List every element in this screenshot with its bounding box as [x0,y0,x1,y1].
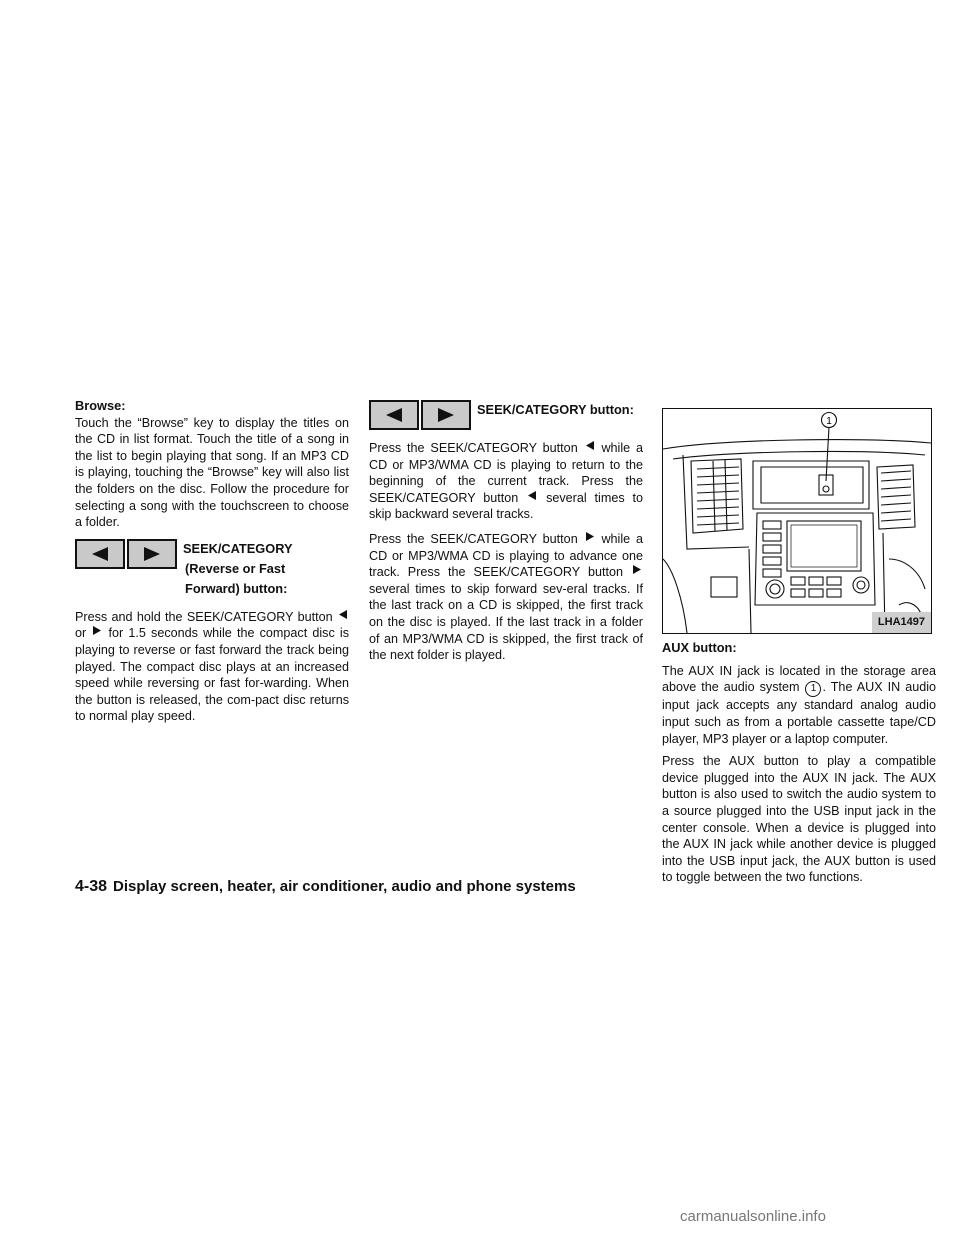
forward-arrow-icon [633,565,641,574]
figure-callout: 1 [826,416,832,427]
page-footer [75,878,576,896]
aux-button-text: Press the AUX button to play a compatible device plugged into the AUX IN jack. The AUX button is also used to switch the audio system to a source plugged into the USB input jack in the center console. When a device is plugged into the AUX IN jack while another device is plugged into the USB input jack, the AUX button is used to toggle between the two functions. [662,754,936,885]
reverse-button-icon [369,400,419,430]
audio-system-illustration [662,408,932,634]
page-number: 4-38 [75,878,108,895]
seek-forward-text: Press the SEEK/CATEGORY button while a CD or MP3/WMA CD is playing to advance one track. Press the SEEK/CATEGORY button several times to skip forward sev-eral tracks. If the last track on a CD is skipped, the first track on the disc is played. If the last track in a folder of an MP3/WMA CD is skipped, the first track of the next folder is played. [369,531,644,663]
aux-heading: AUX button: [662,640,737,655]
section-title: Display screen, heater, air conditioner, audio and phone systems [113,878,576,895]
seek-backward-text: Press the SEEK/CATEGORY button while a CD or MP3/WMA CD is playing to return to the beginning of the current track. Press the SEEK/CATEGORY button several times to skip backward several tracks. [369,441,644,522]
forward-button-icon [127,539,177,569]
watermark: carmanualsonline.info [680,1208,826,1225]
seek-hold-text: Press and hold the SEEK/CATEGORY button or for 1.5 seconds while the compact disc is playing to reverse or fast forward the track being played. The compact disc plays at an increased speed while reversing or fast for-warding. When the button is released, the com-pact disc returns to normal play speed. [75,609,349,724]
dashboard-drawing [663,409,931,633]
reverse-arrow-icon [586,441,594,450]
seek-reverse-forward-label: SEEK/CATEGORY (Reverse or Fast Forward) button: [183,540,293,596]
aux-jack-text: The AUX IN jack is located in the storage area above the audio system 1 . The AUX IN audio input jack accepts any standard analog audio input such as from a portable cassette tape/CD player, MP3 player or a laptop computer. [662,663,937,746]
seek-button-label: SEEK/CATEGORY button: [477,402,634,417]
reverse-arrow-icon [339,610,347,619]
seek-buttons-figure [75,539,349,599]
forward-button-icon [421,400,471,430]
browse-heading: Browse: [75,398,126,413]
reverse-button-icon [75,539,125,569]
seek-buttons-figure-2 [369,400,643,430]
reverse-arrow-icon [528,491,536,500]
middle-column [369,398,643,672]
left-column [75,398,349,733]
browse-text: Touch the “Browse” key to display the titles on the CD in list format. Touch the title of a song in the list to begin playing that song. If an MP3 CD is playing, touching the “Browse” key will also list the folders on the disc. Follow the procedure for selecting a song with the touchscreen to choose a folder. [75,415,349,530]
callout-1-icon: 1 [805,681,821,697]
forward-arrow-icon [586,532,594,541]
forward-arrow-icon [93,626,101,635]
right-column [662,400,936,894]
figure-code: LHA1497 [872,612,931,633]
